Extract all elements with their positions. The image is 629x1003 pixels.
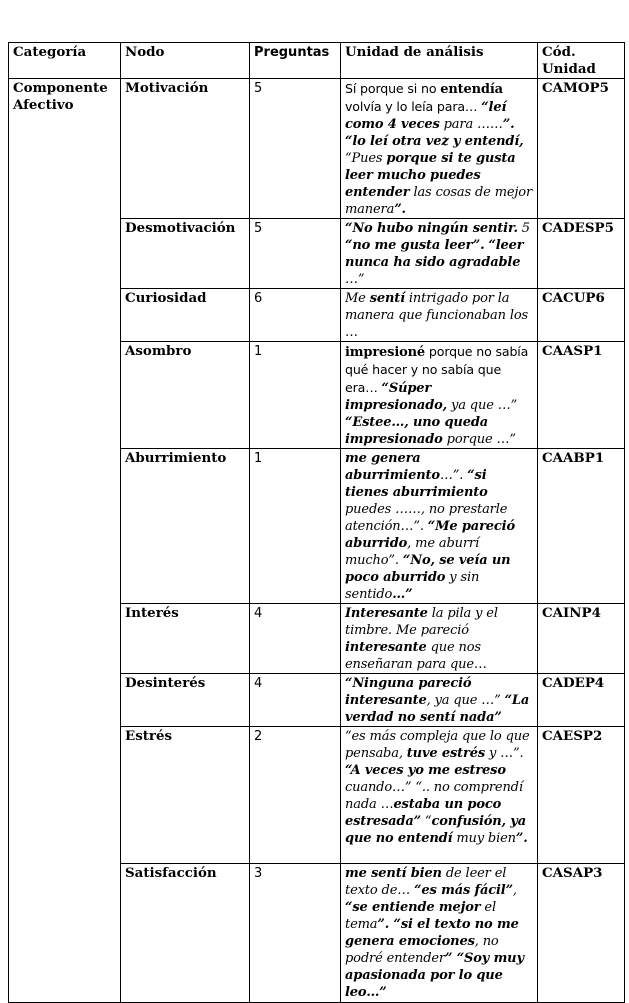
unidad-segment: cuando…” “.. no comprendí nada … [345,780,523,812]
unidad-segment: ” “Soy muy apasionada por lo que leo…” [345,951,524,1000]
unidad-cell [341,864,538,1003]
preguntas-cell: 1 [250,449,341,604]
nodo-cell: Desmotivación [121,219,250,289]
unidad-segment: “Pues [345,151,387,166]
nodo-cell: Motivación [121,79,250,219]
codigo-cell: CADESP5 [538,219,625,289]
unidad-segment: estaba un poco estresada” [345,797,502,829]
unidad-segment: “no me gusta leer”. [345,238,485,253]
table-row [9,79,625,219]
unidad-segment: “se entiende mejor [345,900,481,915]
unidad-cell [341,342,538,449]
unidad-segment: “Súper impresionado, [345,381,448,413]
unidad-segment: Me [345,291,370,306]
unidad-segment: volvía y lo leía para… [345,99,482,114]
unidad-cell [341,449,538,604]
unidad-segment: “leer nunca ha sido agradable [345,238,524,270]
preguntas-cell: 4 [250,674,341,727]
unidad-segment: me sentí bien [345,866,442,881]
unidad-segment: confusión, ya que no entendí [345,814,526,846]
nodo-cell: Satisfacción [121,864,250,1003]
category-cell: Componente Afectivo [9,79,121,1003]
unidad-segment: el tema [345,900,496,932]
preguntas-cell: 6 [250,289,341,342]
header-preguntas: Preguntas [250,43,341,79]
unidad-segment: “si tienes aburrimiento [345,468,488,500]
table-header-row [9,43,625,79]
header-codigo: Cód. Unidad [538,43,625,79]
unidad-segment: “No, se veía un poco aburrido [345,553,511,585]
unidad-segment: “Me pareció aburrido [345,519,515,551]
nodo-cell: Interés [121,604,250,674]
unidad-segment: “No hubo ningún sentir. [345,221,518,236]
unidad-segment: ”. [502,117,515,132]
preguntas-cell: 1 [250,342,341,449]
unidad-segment: ”. “si el texto no me genera emociones [345,917,519,949]
unidad-segment: sentí [369,291,405,306]
unidad-segment: porque …” [442,432,516,447]
unidad-segment: y sin sentido [345,570,480,602]
unidad-segment: que nos enseñaran para que… [345,640,487,672]
unidad-segment: “es más fácil” [414,883,513,898]
codigo-cell: CACUP6 [538,289,625,342]
unidad-segment: ”. [394,202,406,217]
codigo-cell: CADEP4 [538,674,625,727]
unidad-segment: impresioné [345,345,426,360]
unidad-segment: me genera aburrimiento [345,451,440,483]
unidad-segment: …” [345,272,365,287]
nodo-cell: Estrés [121,727,250,864]
codigo-cell: CAINP4 [538,604,625,674]
preguntas-cell: 5 [250,219,341,289]
nodo-cell: Desinterés [121,674,250,727]
codigo-cell: CAESP2 [538,727,625,864]
unidad-segment: muy bien [452,831,516,846]
unidad-cell [341,604,538,674]
preguntas-cell: 5 [250,79,341,219]
unidad-segment: de leer el texto de… [345,866,507,898]
codigo-cell: CAMOP5 [538,79,625,219]
unidad-segment: Sí porque si no [345,81,441,96]
unidad-segment: …” [392,587,413,602]
unidad-segment: Interesante [345,606,428,621]
header-nodo: Nodo [121,43,250,79]
unidad-segment: intrigado por la manera que funcionaban los … [345,291,529,340]
unidad-segment: porque no sabía qué hacer y no sabía que era… [345,344,529,395]
unidad-segment: , me aburrí mucho”. [345,536,479,568]
unidad-segment: “Estee…, uno queda impresionado [345,415,489,447]
unidad-segment: la pila y el timbre. Me pareció [345,606,498,638]
unidad-segment: tuve estrés [406,746,485,761]
unidad-segment: “Ninguna pareció interesante [345,676,472,708]
nodo-cell: Asombro [121,342,250,449]
unidad-segment: entendía [440,82,503,97]
unidad-segment: ya que …” [447,398,518,413]
unidad-segment: y …”. [485,746,524,761]
unidad-segment: , ya que …” [426,693,505,708]
unidad-segment: las cosas de mejor manera [345,185,533,217]
preguntas-cell: 3 [250,864,341,1003]
nodo-cell: Aburrimiento [121,449,250,604]
unidad-segment: , no podré entender [345,934,499,966]
preguntas-cell: 4 [250,604,341,674]
unidad-cell [341,727,538,864]
unidad-cell [341,289,538,342]
unidad-segment: para …… [439,117,503,132]
unidad-segment: “es más compleja que lo que pensaba, [345,729,530,761]
unidad-segment: ”. [515,831,528,846]
codigo-cell: CASAP3 [538,864,625,1003]
unidad-segment: …”. [439,468,468,483]
header-categoria: Categoría [9,43,121,79]
unidad-segment: , [512,883,517,898]
unidad-cell [341,674,538,727]
unidad-segment: “lo leí otra vez y entendí, [345,134,524,149]
preguntas-cell: 2 [250,727,341,864]
unidad-cell [341,219,538,289]
unidad-segment: porque si te gusta leer mucho puedes entender [345,151,516,200]
unidad-segment: “La verdad no sentí nada” [345,693,530,725]
unidad-segment: “A veces yo me estreso [345,763,506,778]
codigo-cell: CAABP1 [538,449,625,604]
unidad-segment: “leí como 4 veces [345,100,507,132]
nodo-cell: Curiosidad [121,289,250,342]
unidad-segment: 5 [517,221,530,236]
unidad-segment: interesante [345,640,427,655]
unidad-segment: “ [420,814,432,829]
analysis-table [8,42,625,1003]
header-unidad: Unidad de análisis [341,43,538,79]
codigo-cell: CAASP1 [538,342,625,449]
unidad-segment: puedes ……, no prestarle atención…”. [345,502,508,534]
unidad-cell [341,79,538,219]
